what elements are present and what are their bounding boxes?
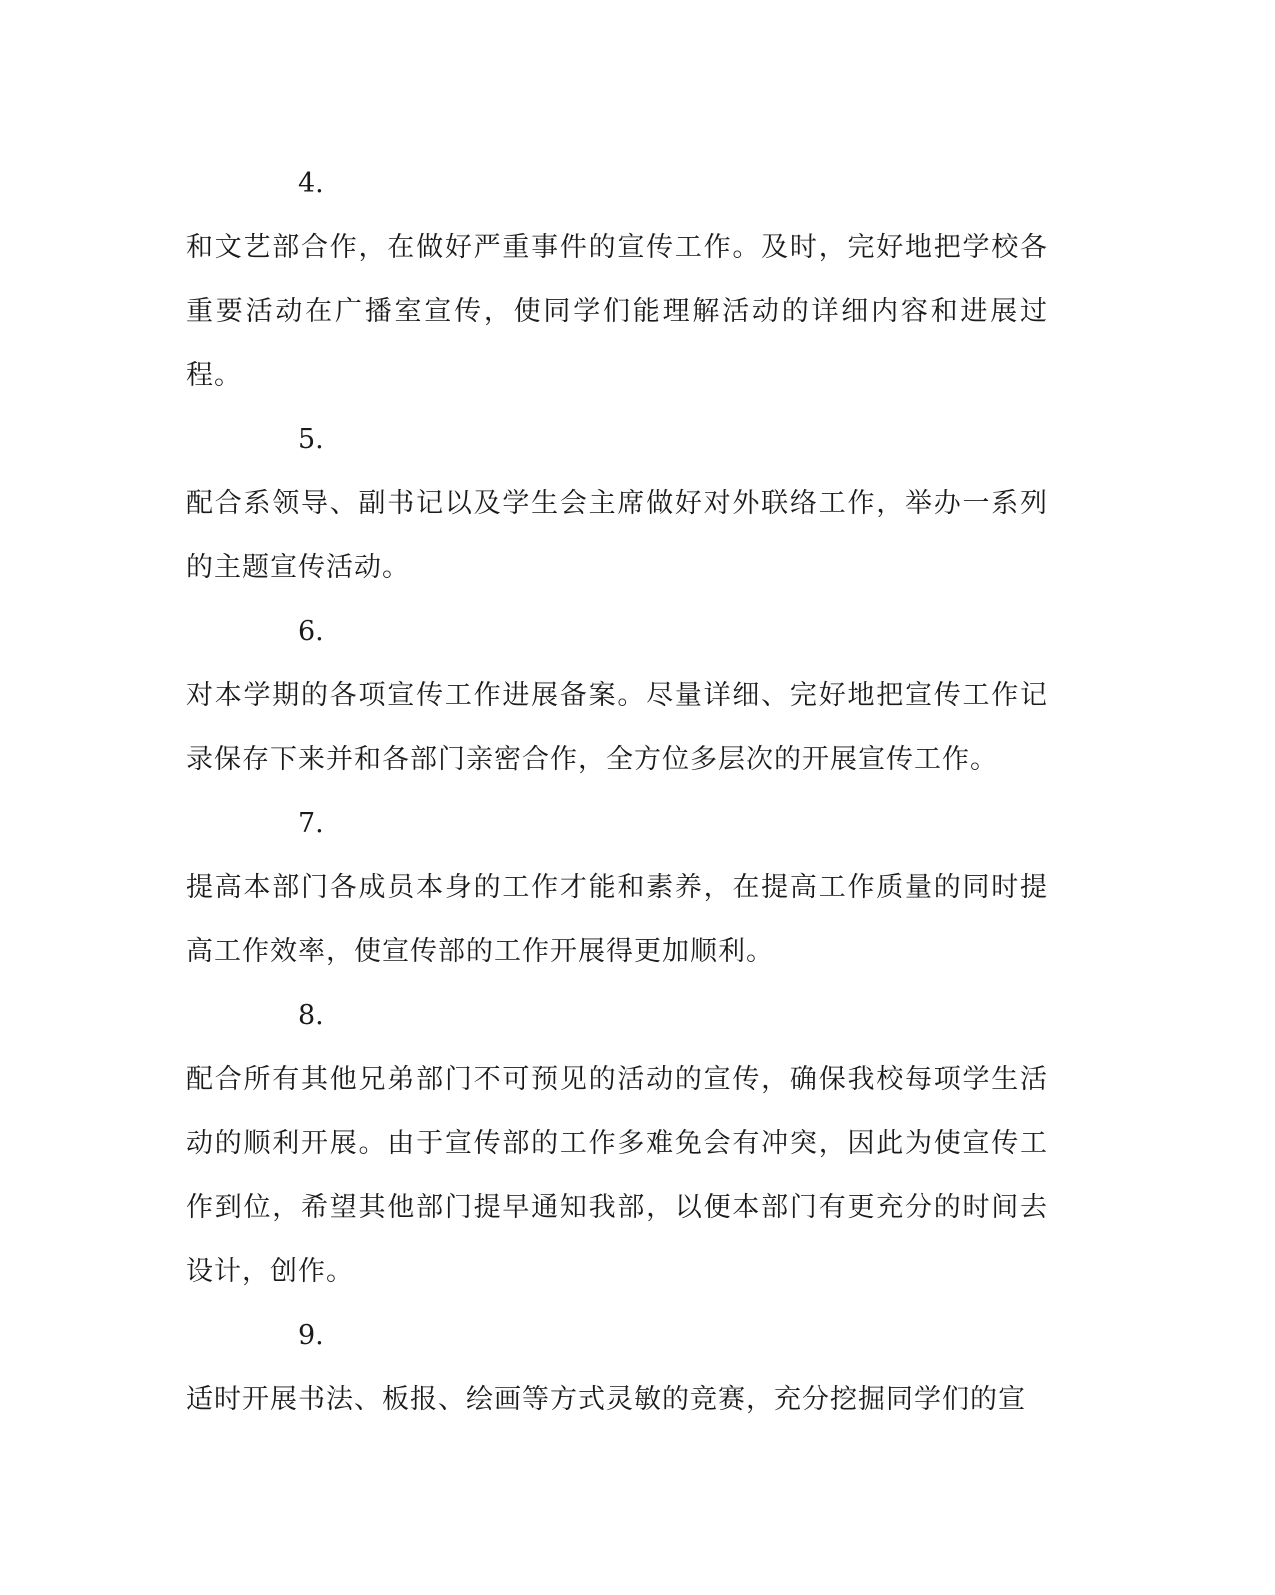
item-paragraph: 提高本部门各成员本身的工作才能和素养，在提高工作质量的同时提高工作效率，使宣传部的工作开展得更加顺利。 xyxy=(186,872,1048,967)
item-number: 4. xyxy=(298,168,324,199)
item-number: 8. xyxy=(298,1000,324,1031)
item-paragraph: 对本学期的各项宣传工作进展备案。尽量详细、完好地把宣传工作记录保存下来并和各部门亲密合作，全方位多层次的开展宣传工作。 xyxy=(186,680,1048,775)
item-paragraph: 和文艺部合作，在做好严重事件的宣传工作。及时，完好地把学校各重要活动在广播室宣传，使同学们能理解活动的详细内容和进展过程。 xyxy=(186,232,1048,391)
list-item-5 xyxy=(186,408,1048,600)
item-number: 6. xyxy=(298,616,324,647)
item-number: 7. xyxy=(298,808,324,839)
list-item-4 xyxy=(186,152,1048,408)
item-number: 9. xyxy=(298,1320,324,1351)
item-number: 5. xyxy=(298,424,324,455)
item-paragraph: 配合所有其他兄弟部门不可预见的活动的宣传，确保我校每项学生活动的顺利开展。由于宣传部的工作多难免会有冲突，因此为使宣传工作到位，希望其他部门提早通知我部，以便本部门有更充分的时间去设计，创作。 xyxy=(186,1064,1048,1287)
document-body xyxy=(186,152,1048,1432)
item-paragraph: 配合系领导、副书记以及学生会主席做好对外联络工作，举办一系列的主题宣传活动。 xyxy=(186,488,1048,583)
item-paragraph: 适时开展书法、板报、绘画等方式灵敏的竞赛，充分挖掘同学们的宣 xyxy=(186,1384,1026,1415)
list-item-7 xyxy=(186,792,1048,984)
list-item-6 xyxy=(186,600,1048,792)
list-item-8 xyxy=(186,984,1048,1304)
list-item-9 xyxy=(186,1304,1048,1432)
